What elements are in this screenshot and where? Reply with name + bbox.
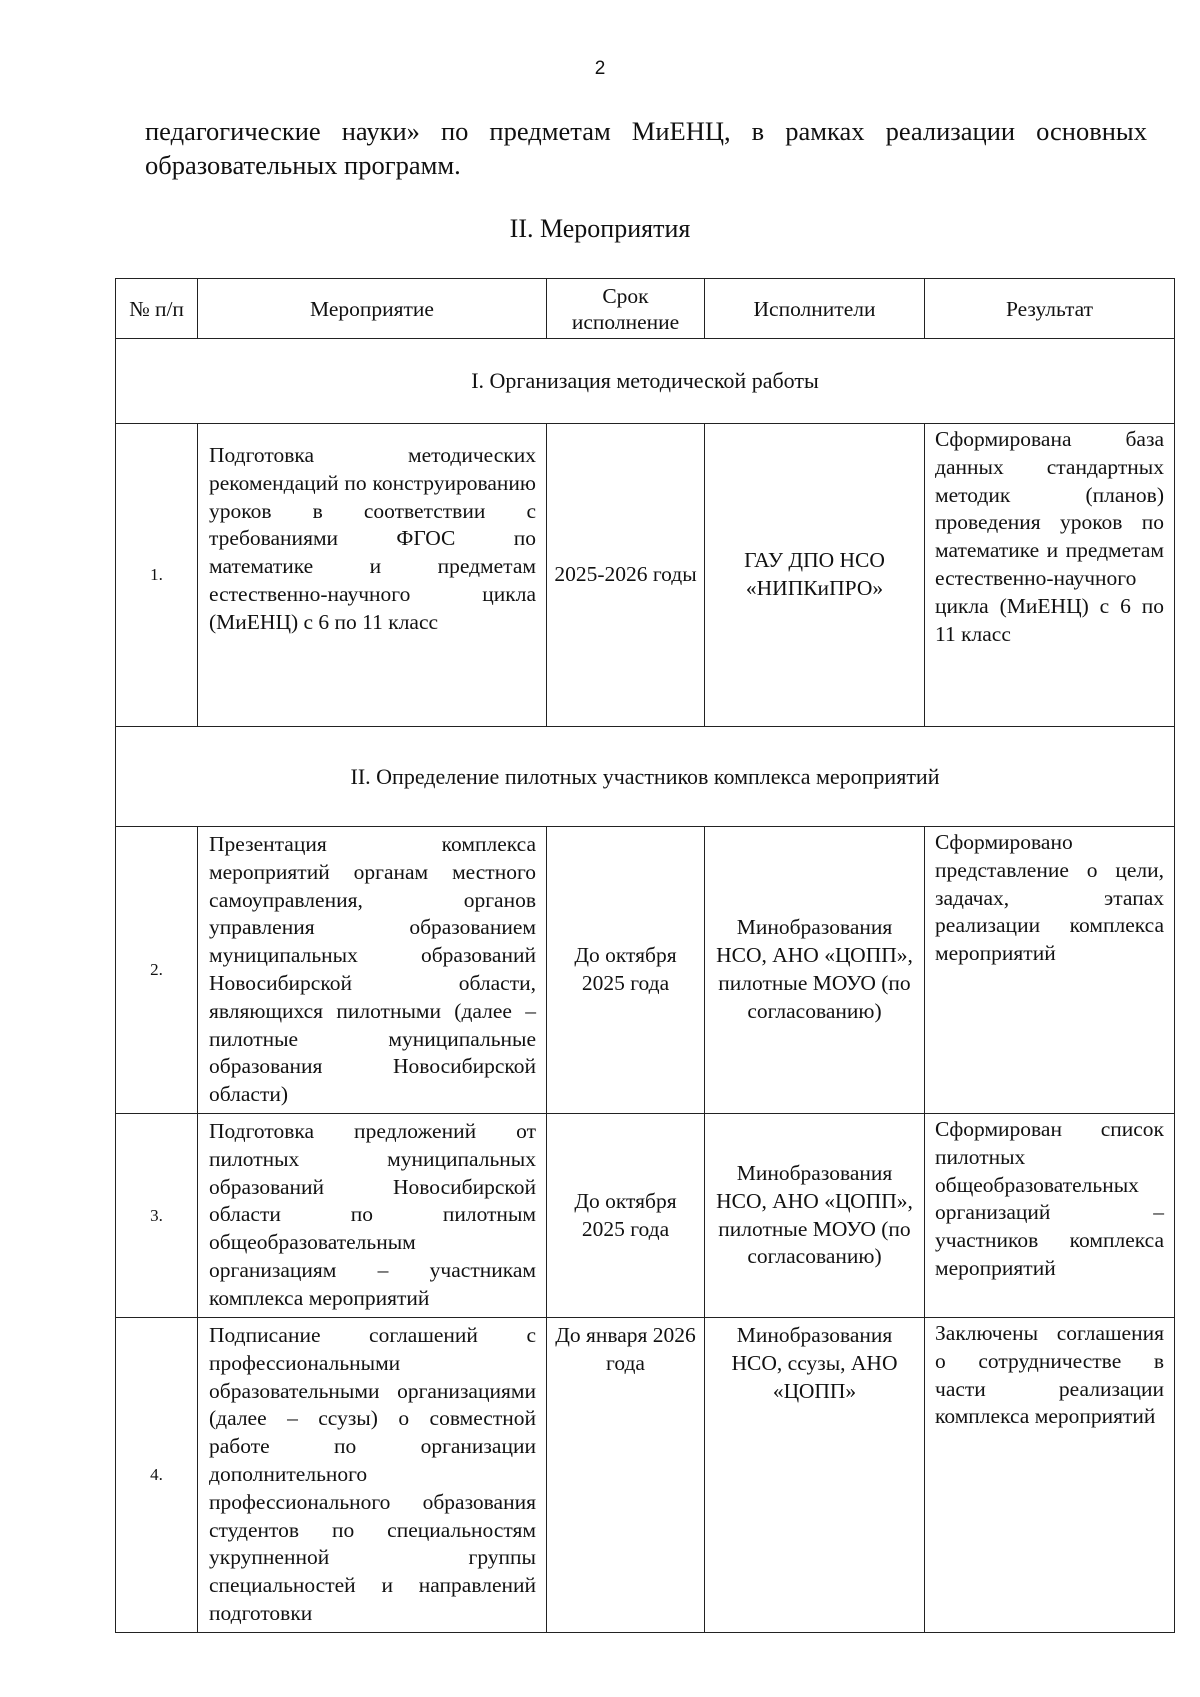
row-number: 4. <box>116 1318 198 1633</box>
row-executors: Минобразования НСО, АНО «ЦОПП», пилотные МОУО (по согласованию) <box>705 1114 925 1318</box>
row-result: Сформировано представление о цели, задачах, этапах реализации комплекса мероприятий <box>925 827 1175 1114</box>
row-term: До января 2026 года <box>547 1318 705 1633</box>
row-event: Подписание соглашений с профессиональными образовательными организациями (далее – ссузы) о совместной работе по организации дополнительного профессионального образования студентов по специальностям укрупненной группы специальностей и направлений подготовки <box>198 1318 547 1633</box>
page-number: 2 <box>594 58 606 79</box>
section-heading: II. Мероприятия <box>509 214 691 243</box>
row-executors: Минобразования НСО, ссузы, АНО «ЦОПП» <box>705 1318 925 1633</box>
table-row <box>116 1114 1175 1318</box>
row-result: Сформирована база данных стандартных методик (планов) проведения уроков по математике и предметам естественно-научного цикла (МиЕНЦ) с 6 по 11 класс <box>925 424 1175 727</box>
row-number: 1. <box>116 424 198 727</box>
group-row-pilot-participants <box>116 727 1175 827</box>
table-header-row <box>116 279 1175 339</box>
row-result: Сформирован список пилотных общеобразовательных организаций – участников комплекса мероприятий <box>925 1114 1175 1318</box>
header-event: Мероприятие <box>198 279 547 339</box>
row-event: Подготовка предложений от пилотных муниципальных образований Новосибирской области по пилотным общеобразовательным организациям – участникам комплекса мероприятий <box>198 1114 547 1318</box>
table-row <box>116 424 1175 727</box>
events-table <box>115 278 1175 1633</box>
row-executors: Минобразования НСО, АНО «ЦОПП», пилотные МОУО (по согласованию) <box>705 827 925 1114</box>
row-term: До октября 2025 года <box>547 827 705 1114</box>
row-number: 3. <box>116 1114 198 1318</box>
group-title: I. Организация методической работы <box>116 339 1175 424</box>
row-result: Заключены соглашения о сотрудничестве в части реализации комплекса мероприятий <box>925 1318 1175 1633</box>
header-num: № п/п <box>116 279 198 339</box>
row-term: До октября 2025 года <box>547 1114 705 1318</box>
row-event: Презентация комплекса мероприятий органам местного самоуправления, органов управления образованием муниципальных образований Новосибирской области, являющихся пилотными (далее – пилотные муниципальные образования Новосибирской области) <box>198 827 547 1114</box>
intro-paragraph: педагогические науки» по предметам МиЕНЦ, в рамках реализации основных образовательных программ. <box>145 116 1147 180</box>
header-result: Результат <box>925 279 1175 339</box>
row-number: 2. <box>116 827 198 1114</box>
header-executors: Исполнители <box>705 279 925 339</box>
group-title: II. Определение пилотных участников комплекса мероприятий <box>116 727 1175 827</box>
table-row <box>116 1318 1175 1633</box>
table-row <box>116 827 1175 1114</box>
row-event: Подготовка методических рекомендаций по конструированию уроков в соответствии с требованиями ФГОС по математике и предметам естественно-научного цикла (МиЕНЦ) с 6 по 11 класс <box>198 424 547 727</box>
row-term: 2025-2026 годы <box>547 424 705 727</box>
row-executors: ГАУ ДПО НСО «НИПКиПРО» <box>705 424 925 727</box>
group-row-methodical-work <box>116 339 1175 424</box>
header-term: Срок исполнение <box>547 279 705 339</box>
